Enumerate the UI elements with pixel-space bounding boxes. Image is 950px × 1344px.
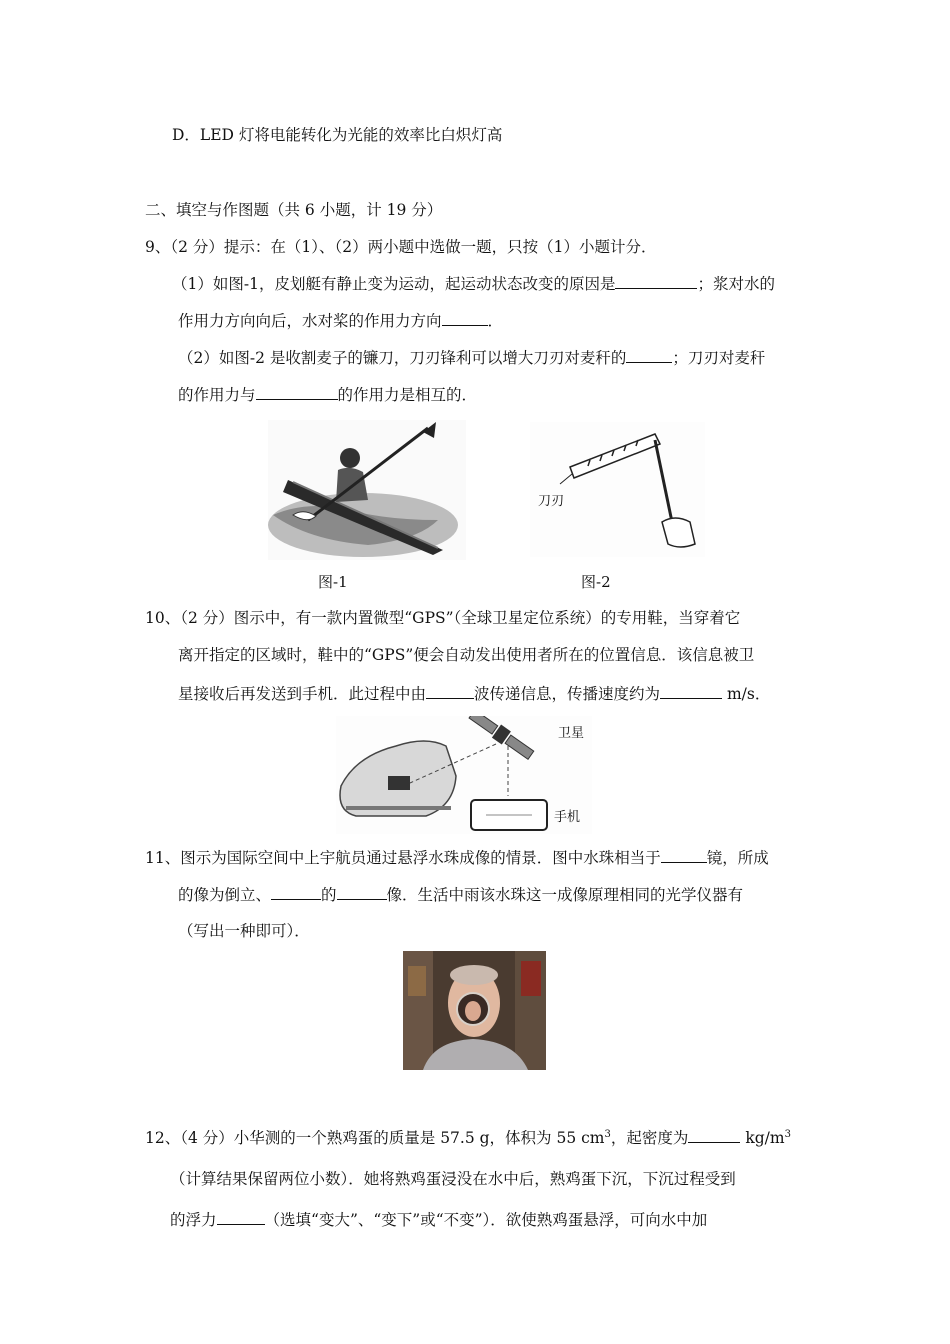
q12-sup-1: 3 (604, 1128, 611, 1140)
q12-text-b3: （选填“变大”、“变下”或“不变”）．欲使熟鸡蛋悬浮，可向水中加 (264, 1211, 708, 1229)
section-heading: 二、填空与作图题（共 6 小题，计 19 分） (145, 201, 443, 219)
q10-line3 (178, 682, 770, 705)
q9-p2-text-d: 的作用力是相互的． (337, 386, 478, 404)
satellite-label: 卫星 (558, 726, 585, 741)
q10-line1: 10、（2 分）图示中，有一款内置微型“GPS”（全球卫星定位系统）的专用鞋，当穿着它 (145, 609, 741, 627)
q11-line3: （写出一种即可）． (178, 922, 310, 940)
answer-blank[interactable] (615, 272, 697, 289)
answer-blank[interactable] (337, 883, 387, 900)
q9-part1-line1 (172, 272, 775, 295)
q12-text-c: kg/m (740, 1129, 785, 1147)
q12-text-a: 12、（4 分）小华测的一个熟鸡蛋的质量是 57.5 g，体积为 55 cm (145, 1129, 605, 1147)
figure-2-caption: 图-2 (581, 573, 611, 591)
q9-part2-line2 (178, 383, 477, 406)
q9-p2-text-b: ；刀刃对麦秆 (672, 349, 766, 367)
answer-blank[interactable] (426, 682, 474, 699)
answer-blank[interactable] (442, 309, 488, 326)
q9-p1-text-b: ；浆对水的 (697, 275, 775, 293)
answer-blank[interactable] (660, 682, 722, 699)
answer-blank[interactable] (688, 1126, 740, 1143)
q10-text-a: 星接收后再发送到手机．此过程中由 (178, 685, 427, 703)
q11-line1 (145, 846, 769, 869)
q12-line3 (170, 1208, 707, 1231)
answer-blank[interactable] (256, 383, 338, 400)
answer-blank[interactable] (271, 883, 321, 900)
q12-text-b: ，起密度为 (610, 1129, 689, 1147)
q9-p2-text-c: 的作用力与 (178, 386, 256, 404)
q12-line2: （计算结果保留两位小数）．她将熟鸡蛋浸没在水中后，熟鸡蛋下沉，下沉过程受到 (170, 1170, 736, 1188)
q9-p2-text-a: （2）如图-2 是收割麦子的镰刀，刀刃锋利可以增大刀刃对麦秆的 (178, 349, 627, 367)
answer-blank[interactable] (217, 1208, 265, 1225)
q9-p1-text-c: 作用力方向向后，水对桨的作用力方向 (178, 312, 442, 330)
q11-text-a: 11、图示为国际空间中上宇航员通过悬浮水珠成像的情景．图中水珠相当于 (145, 849, 661, 867)
astronaut-photo (403, 951, 546, 1070)
q10-line2: 离开指定的区域时，鞋中的“GPS”便会自动发出使用者所在的位置信息．该信息被卫 (178, 646, 755, 664)
q11-text-c2: 像．生活中雨该水珠这一成像原理相同的光学仪器有 (386, 886, 744, 904)
q11-text-b2: 的 (321, 886, 337, 904)
phone-label: 手机 (554, 810, 581, 825)
option-d: D．LED 灯将电能转化为光能的效率比白炽灯高 (172, 126, 503, 144)
q11-text-b: 镜，所成 (706, 849, 769, 867)
blade-label: 刀刃 (538, 494, 565, 509)
q9-p1-text-d: ． (487, 312, 504, 330)
q12-sup-2: 3 (784, 1128, 791, 1140)
q9-part1-line2 (178, 309, 503, 332)
answer-blank[interactable] (661, 846, 707, 863)
q9-stem: 9、（2 分）提示：在（1）、（2）两小题中选做一题，只按（1）小题计分． (145, 238, 657, 256)
q11-text-a2: 的像为倒立、 (178, 886, 272, 904)
q12-text-a3: 的浮力 (170, 1211, 217, 1229)
q11-line2 (178, 883, 743, 906)
kayak-figure (268, 420, 466, 560)
q9-part2-line1 (178, 346, 765, 369)
q12-line1 (145, 1126, 791, 1149)
q10-text-b: 波传递信息，传播速度约为 (474, 685, 661, 703)
figure-1-caption: 图-1 (318, 573, 348, 591)
q9-p1-text-a: （1）如图-1，皮划艇有静止变为运动，起运动状态改变的原因是 (172, 275, 616, 293)
q10-text-c: m/s． (722, 685, 771, 703)
answer-blank[interactable] (626, 346, 672, 363)
